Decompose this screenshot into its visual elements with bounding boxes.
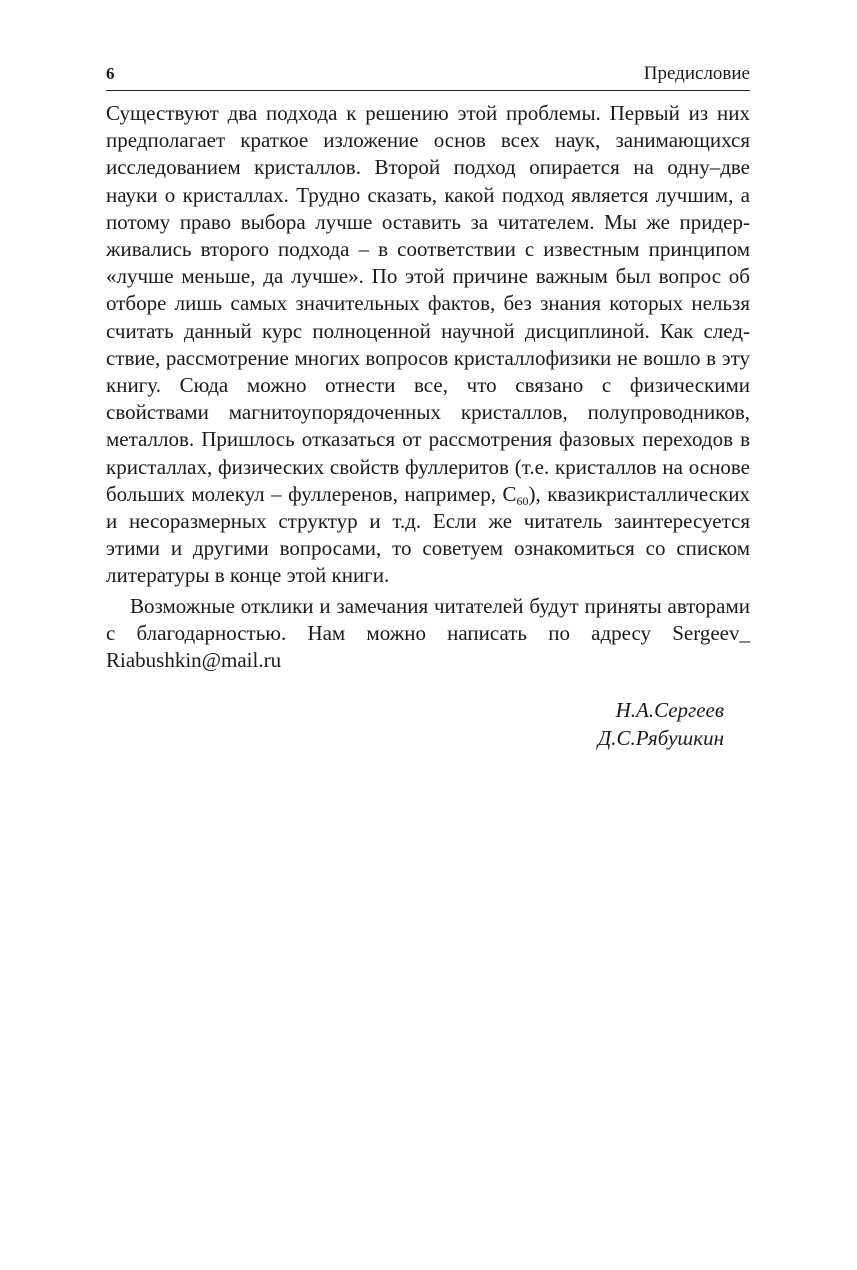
paragraph: Возможные отклики и замечания читателей будут приняты авторами с благодарностью. Нам можно написать по адресу Sergeev_ Riabushkin@mail.ru — [106, 593, 750, 673]
page-number: 6 — [106, 64, 115, 83]
author-name: Д.С.Рябушкин — [597, 725, 724, 750]
running-header — [106, 62, 750, 91]
paragraph-text: Существуют два подхода к решению этой проблемы. Первый из них предполагает краткое изложение основ всех наук, занимающихся исследованием кристаллов. Второй подход опирается на одну–две науки о кристаллах. Трудно сказать, какой подход является лучшим, а потому право выбора лучше оставить за читателем. Мы же придерживались второго подхода – в соответствии с известным принципом «лучше меньше, да лучше». По этой причине важным был вопрос об отборе лишь самых значительных фактов, без знания которых нельзя считать данный курс полноценной научной дисциплиной. Как следствие, рассмотрение многих вопросов кристаллофизики не вошло в эту книгу. Сюда можно отнести все, что связано с физическими свойствами магнитоупорядоченных кристаллов, полупроводников, металлов. Пришлось отказаться от рассмотрения фазовых переходов в кристаллах, физических свойств фуллеритов (т.е. кристаллов на основе больших молекул – фуллеренов, например, C — [106, 101, 750, 506]
author-name: Н.А.Сергеев — [615, 698, 724, 722]
section-title: Предисловие — [643, 63, 750, 84]
author-signatures — [598, 697, 724, 752]
subscript: 60 — [516, 493, 529, 508]
paragraph-text: ), квазикристаллических и несоразмерных структур и т.д. Если же читатель заинтересуется этими и другими вопросами, то советуем ознакомиться со списком литературы в конце этой книги. — [106, 481, 750, 588]
paragraph — [106, 100, 750, 590]
body-text — [106, 100, 750, 674]
